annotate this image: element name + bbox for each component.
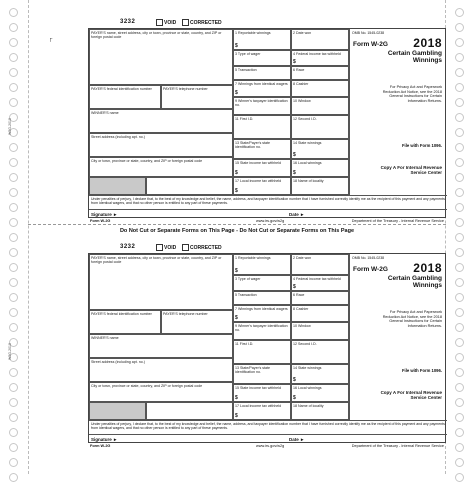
tractor-hole: [9, 83, 18, 92]
tractor-hole: [455, 173, 464, 182]
tractor-hole: [9, 8, 18, 17]
tractor-hole: [455, 218, 464, 227]
box-17[interactable]: [233, 402, 291, 420]
signature-row[interactable]: [89, 434, 447, 443]
tractor-hole: [455, 143, 464, 152]
payer-name-field[interactable]: [89, 254, 233, 310]
tractor-hole: [455, 248, 464, 257]
box-9-label: 9 Winner's taxpayer identification no.: [235, 98, 288, 107]
box-18-label: 18 Name of locality: [293, 178, 324, 183]
tractor-hole: [455, 353, 464, 362]
right-tractor-strip: [445, 0, 474, 474]
box-6[interactable]: [291, 291, 349, 305]
box-17-label: 17 Local income tax withheld: [235, 403, 282, 408]
city-field[interactable]: [89, 382, 233, 402]
form-footer: [88, 219, 446, 225]
tractor-hole: [9, 293, 18, 302]
box-12-label: 12 Second I.D.: [293, 116, 317, 121]
box-13-label: 13 State/Payer's state identification no.: [235, 365, 271, 374]
box-13[interactable]: [233, 139, 291, 159]
tractor-hole: [455, 383, 464, 392]
date-label: Date ►: [289, 436, 305, 442]
tractor-hole: [9, 98, 18, 107]
box-10-label: 10 Window: [293, 323, 311, 328]
box-15[interactable]: [233, 384, 291, 402]
box-16[interactable]: [291, 384, 349, 402]
tax-year: 2018: [413, 261, 442, 275]
dollar-sign: $: [235, 170, 238, 176]
tractor-hole: [455, 98, 464, 107]
blank-area: [146, 177, 233, 195]
tractor-hole: [9, 368, 18, 377]
box-15-label: 15 State income tax withheld: [235, 160, 281, 165]
dollar-sign: $: [235, 315, 238, 321]
box-8-label: 8 Cashier: [293, 306, 309, 311]
left-tractor-strip: [0, 0, 29, 474]
box-3[interactable]: [233, 275, 291, 291]
footer-dept: Department of the Treasury - Internal Revenue Service: [351, 219, 444, 223]
box-6-label: 6 Race: [293, 292, 305, 297]
form-name: Form W-2G: [353, 266, 388, 273]
payer-phone-field[interactable]: [161, 85, 233, 109]
tractor-hole: [455, 233, 464, 242]
tractor-hole: [9, 143, 18, 152]
box-5[interactable]: [233, 66, 291, 80]
footer-dept: Department of the Treasury - Internal Revenue Service: [351, 444, 444, 448]
winner-name-field[interactable]: [89, 109, 233, 133]
footer-form-name: Form W-2G: [90, 444, 111, 448]
checkbox-icon: [182, 19, 189, 26]
footer-url: www.irs.gov/w2g: [256, 444, 285, 448]
tractor-hole: [9, 458, 18, 467]
form-code: 3232: [120, 244, 136, 250]
payer-name-label: PAYER'S name, street address, city or town, province or state, country, and ZIP or foreign postal code: [91, 255, 222, 264]
footer-url: www.irs.gov/w2g: [256, 219, 285, 223]
box-7[interactable]: [233, 80, 291, 97]
tractor-hole: [9, 383, 18, 392]
tractor-hole: [455, 38, 464, 47]
box-15-label: 15 State income tax withheld: [235, 385, 281, 390]
omb-number: OMB No. 1545-0238: [352, 31, 385, 35]
corrected-checkbox[interactable]: [182, 244, 222, 251]
tractor-hole: [455, 8, 464, 17]
form-title: Certain Gambling Winnings: [387, 50, 442, 64]
box-7[interactable]: [233, 305, 291, 322]
form-info-column: [349, 29, 445, 195]
dollar-sign: $: [293, 152, 296, 158]
corrected-label: CORRECTED: [190, 19, 222, 26]
footer-form-name: Form W-2G: [90, 219, 111, 223]
box-12[interactable]: [291, 340, 349, 364]
box-3[interactable]: [233, 50, 291, 66]
box-14-label: 14 State winnings: [293, 140, 322, 145]
box-13-label: 13 State/Payer's state identification no.: [235, 140, 271, 149]
box-4-label: 4 Federal income tax withheld: [293, 276, 341, 281]
dollar-sign: $: [293, 395, 296, 401]
box-7-label: 7 Winnings from identical wagers: [235, 306, 288, 311]
box-16-label: 16 Local winnings: [293, 160, 322, 165]
tractor-hole: [9, 473, 18, 482]
street-address-field[interactable]: [89, 133, 233, 157]
box-3-label: 3 Type of wager: [235, 51, 261, 56]
payer-fin-field[interactable]: [89, 85, 161, 109]
signature-row[interactable]: [89, 209, 447, 218]
tractor-hole: [9, 173, 18, 182]
tractor-hole: [9, 218, 18, 227]
date-label: Date ►: [289, 211, 305, 217]
payer-name-label: PAYER'S name, street address, city or town, province or state, country, and ZIP or foreign postal code: [91, 30, 222, 39]
payer-fin-label: PAYER'S federal identification number: [91, 311, 152, 316]
box-9-label: 9 Winner's taxpayer identification no.: [235, 323, 288, 332]
form-title: Certain Gambling Winnings: [387, 275, 442, 289]
tractor-hole: [9, 53, 18, 62]
tractor-hole: [9, 323, 18, 332]
form-footer: [88, 444, 446, 450]
checkbox-icon: [182, 244, 189, 251]
corrected-label: CORRECTED: [190, 244, 222, 251]
tractor-hole: [455, 158, 464, 167]
form-grid: [88, 28, 446, 218]
tractor-hole: [9, 263, 18, 272]
winner-name-field[interactable]: [89, 334, 233, 358]
payer-name-field[interactable]: [89, 29, 233, 85]
tractor-hole: [9, 443, 18, 452]
tractor-hole: [455, 113, 464, 122]
tractor-hole: [455, 368, 464, 377]
copy-a-label: Copy A For Internal Revenue Service Center: [380, 165, 442, 175]
form-code: 3232: [120, 19, 136, 25]
box-10[interactable]: [291, 97, 349, 115]
tractor-hole: [455, 23, 464, 32]
void-checkbox[interactable]: [156, 244, 176, 251]
box-2[interactable]: [291, 254, 349, 275]
tractor-hole: [455, 263, 464, 272]
box-13[interactable]: [233, 364, 291, 384]
dollar-sign: $: [235, 268, 238, 274]
dollar-sign: $: [293, 59, 296, 65]
dollar-sign: $: [235, 395, 238, 401]
box-14[interactable]: [291, 139, 349, 159]
box-10[interactable]: [291, 322, 349, 340]
box-5-label: 5 Transaction: [235, 67, 257, 72]
file-with-note: File with Form 1096.: [401, 368, 442, 373]
dollar-sign: $: [293, 377, 296, 383]
street-label: Street address (including apt. no.): [91, 134, 145, 139]
dollar-sign: $: [235, 413, 238, 419]
tractor-hole: [455, 428, 464, 437]
winner-name-label: WINNER'S name: [91, 110, 119, 115]
tractor-hole: [9, 158, 18, 167]
w2g-form-lower: [88, 243, 446, 448]
box-12-label: 12 Second I.D.: [293, 341, 317, 346]
side-code-top: W2G-2018: [8, 118, 12, 135]
copy-a-label: Copy A For Internal Revenue Service Center: [380, 390, 442, 400]
payer-phone-label: PAYER'S telephone number: [163, 86, 208, 91]
box-6-label: 6 Race: [293, 67, 305, 72]
payer-fin-label: PAYER'S federal identification number: [91, 86, 152, 91]
box-8-label: 8 Cashier: [293, 81, 309, 86]
form-header-row: [88, 18, 446, 28]
box-16[interactable]: [291, 159, 349, 177]
tractor-hole: [9, 428, 18, 437]
box-4[interactable]: [291, 50, 349, 66]
tractor-hole: [9, 38, 18, 47]
corrected-checkbox[interactable]: [182, 19, 222, 26]
perjury-statement: Under penalties of perjury, I declare that, to the best of my knowledge and belief, the name, address, and taxpayer identification number that I have furnished correctly identify me as the recipient of this payment and any payments from identical wagers, and that no other person is entitled to any part of these payments.: [89, 420, 447, 434]
tractor-hole: [455, 278, 464, 287]
box-17-label: 17 Local income tax withheld: [235, 178, 282, 183]
payer-phone-label: PAYER'S telephone number: [163, 311, 208, 316]
tractor-hole: [9, 278, 18, 287]
box-11[interactable]: [233, 340, 291, 364]
box-3-label: 3 Type of wager: [235, 276, 261, 281]
winner-name-label: WINNER'S name: [91, 335, 119, 340]
street-address-field[interactable]: [89, 358, 233, 382]
box-8[interactable]: [291, 305, 349, 322]
box-18-label: 18 Name of locality: [293, 403, 324, 408]
file-with-note: File with Form 1096.: [401, 143, 442, 148]
perjury-statement: Under penalties of perjury, I declare that, to the best of my knowledge and belief, the name, address, and taxpayer identification number that I have furnished correctly identify me as the recipient of this payment and any payments from identical wagers, and that no other person is entitled to any part of these payments.: [89, 195, 447, 209]
box-4-label: 4 Federal income tax withheld: [293, 51, 341, 56]
box-2-label: 2 Date won: [293, 30, 312, 35]
void-label: VOID: [164, 19, 177, 26]
side-code-bottom: W2G-2018: [8, 343, 12, 360]
box-5-label: 5 Transaction: [235, 292, 257, 297]
box-4[interactable]: [291, 275, 349, 291]
box-5[interactable]: [233, 291, 291, 305]
tractor-hole: [9, 233, 18, 242]
tractor-hole: [9, 68, 18, 77]
tractor-hole: [9, 248, 18, 257]
dollar-sign: $: [235, 188, 238, 194]
void-checkbox[interactable]: [156, 19, 176, 26]
tractor-hole: [455, 68, 464, 77]
tractor-hole: [455, 473, 464, 482]
box-1[interactable]: [233, 29, 291, 50]
box-9[interactable]: [233, 97, 291, 115]
tractor-hole: [455, 53, 464, 62]
form-name: Form W-2G: [353, 41, 388, 48]
checkbox-icon: [156, 244, 163, 251]
box-6[interactable]: [291, 66, 349, 80]
box-1-label: 1 Reportable winnings: [235, 255, 271, 260]
box-2[interactable]: [291, 29, 349, 50]
tractor-hole: [455, 203, 464, 212]
void-label: VOID: [164, 244, 177, 251]
box-11-label: 11 First I.D.: [235, 116, 254, 121]
tractor-hole: [9, 23, 18, 32]
form-grid: [88, 253, 446, 443]
tractor-hole: [455, 458, 464, 467]
dollar-sign: $: [293, 170, 296, 176]
box-1-label: 1 Reportable winnings: [235, 30, 271, 35]
tractor-hole: [9, 188, 18, 197]
cut-warning: Do Not Cut or Separate Forms on This Page - Do Not Cut or Separate Forms on This Page: [119, 228, 355, 234]
signature-label: Signature ►: [91, 211, 118, 217]
city-field[interactable]: [89, 157, 233, 177]
dollar-sign: $: [235, 90, 238, 96]
privacy-notice: For Privacy Act and Paperwork Reduction Act Notice, see the 2018 General Instructions for Certain Information Returns.: [382, 85, 442, 103]
dollar-sign: $: [235, 43, 238, 49]
box-11-label: 11 First I.D.: [235, 341, 254, 346]
dollar-sign: $: [293, 284, 296, 290]
tractor-hole: [455, 338, 464, 347]
checkbox-icon: [156, 19, 163, 26]
box-2-label: 2 Date won: [293, 255, 312, 260]
box-18[interactable]: [291, 402, 349, 420]
shaded-area: [89, 402, 146, 420]
tractor-hole: [455, 443, 464, 452]
tractor-hole: [455, 308, 464, 317]
box-7-label: 7 Winnings from identical wagers: [235, 81, 288, 86]
city-label: City or town, province or state, country, and ZIP or foreign postal code: [91, 158, 203, 163]
payer-phone-field[interactable]: [161, 310, 233, 334]
signature-label: Signature ►: [91, 436, 118, 442]
tax-year: 2018: [413, 36, 442, 50]
tractor-hole: [9, 398, 18, 407]
tractor-hole: [455, 413, 464, 422]
w2g-form-upper: [88, 18, 446, 223]
box-9[interactable]: [233, 322, 291, 340]
tractor-hole: [455, 398, 464, 407]
omb-number: OMB No. 1545-0238: [352, 256, 385, 260]
privacy-notice: For Privacy Act and Paperwork Reduction Act Notice, see the 2018 General Instructions for Certain Information Returns.: [382, 310, 442, 328]
box-10-label: 10 Window: [293, 98, 311, 103]
box-1[interactable]: [233, 254, 291, 275]
blank-area: [146, 402, 233, 420]
tractor-hole: [9, 308, 18, 317]
box-15[interactable]: [233, 159, 291, 177]
tractor-hole: [455, 128, 464, 137]
tractor-hole: [455, 293, 464, 302]
tractor-hole: [9, 413, 18, 422]
tractor-hole: [455, 323, 464, 332]
box-18[interactable]: [291, 177, 349, 195]
tractor-hole: [455, 188, 464, 197]
tractor-hole: [455, 83, 464, 92]
tractor-hole: [9, 203, 18, 212]
form-info-column: [349, 254, 445, 420]
box-16-label: 16 Local winnings: [293, 385, 322, 390]
box-14[interactable]: [291, 364, 349, 384]
city-label: City or town, province or state, country, and ZIP or foreign postal code: [91, 383, 203, 388]
shaded-area: [89, 177, 146, 195]
box-12[interactable]: [291, 115, 349, 139]
box-11[interactable]: [233, 115, 291, 139]
corner-mark: ┌: [48, 36, 53, 42]
form-header-row: [88, 243, 446, 253]
box-14-label: 14 State winnings: [293, 365, 322, 370]
street-label: Street address (including apt. no.): [91, 359, 145, 364]
box-8[interactable]: [291, 80, 349, 97]
box-17[interactable]: [233, 177, 291, 195]
payer-fin-field[interactable]: [89, 310, 161, 334]
